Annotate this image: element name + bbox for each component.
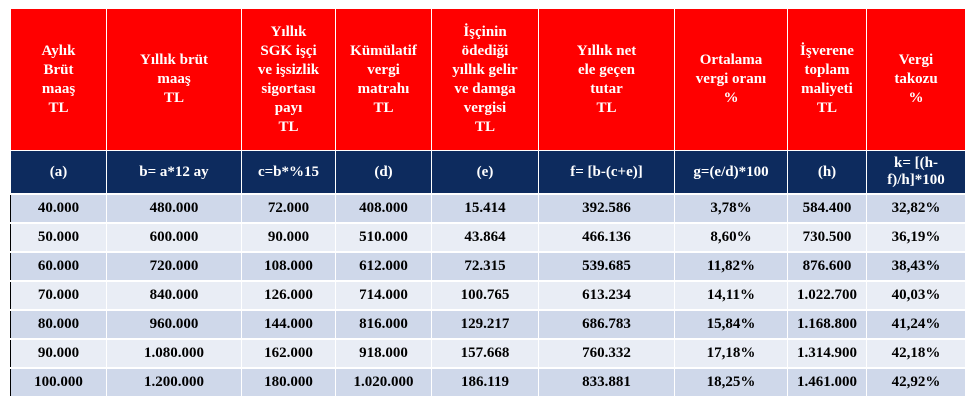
table-row <box>11 252 966 281</box>
table-cell: 18,25% <box>675 368 788 397</box>
formula-cell: (e) <box>432 151 539 195</box>
table-cell: 1.200.000 <box>107 368 242 397</box>
table-row <box>11 281 966 310</box>
table-cell: 36,19% <box>867 223 966 252</box>
table-cell: 408.000 <box>336 194 432 223</box>
header-average-tax-rate <box>675 9 788 151</box>
formula-cell: k= [(h-f)/h]*100 <box>867 151 966 195</box>
table-row <box>11 368 966 397</box>
header-row <box>11 9 966 151</box>
header-label: Yıllık net ele geçen tutar TL <box>576 42 637 116</box>
header-tax-wedge <box>867 9 966 151</box>
table-cell: 1.314.900 <box>788 339 867 368</box>
table-cell: 129.217 <box>432 310 539 339</box>
table-cell: 41,24% <box>867 310 966 339</box>
table-cell: 612.000 <box>336 252 432 281</box>
table-cell: 90.000 <box>11 339 107 368</box>
table-cell: 3,78% <box>675 194 788 223</box>
table-cell: 1.168.800 <box>788 310 867 339</box>
table-cell: 100.765 <box>432 281 539 310</box>
table-row <box>11 339 966 368</box>
table-cell: 108.000 <box>242 252 336 281</box>
table-cell: 1.461.000 <box>788 368 867 397</box>
formula-cell: (d) <box>336 151 432 195</box>
table-cell: 466.136 <box>539 223 675 252</box>
table-cell: 686.783 <box>539 310 675 339</box>
table-cell: 90.000 <box>242 223 336 252</box>
table-cell: 760.332 <box>539 339 675 368</box>
header-label: Yıllık brüt maaş TL <box>140 52 208 106</box>
table-cell: 833.881 <box>539 368 675 397</box>
table-cell: 14,11% <box>675 281 788 310</box>
table-cell: 38,43% <box>867 252 966 281</box>
table-cell: 1.020.000 <box>336 368 432 397</box>
table-cell: 11,82% <box>675 252 788 281</box>
table-cell: 730.500 <box>788 223 867 252</box>
header-annual-gross <box>107 9 242 151</box>
table-cell: 1.022.700 <box>788 281 867 310</box>
header-label: Yıllık SGK işçi ve işsizlik sigortası payı TL <box>257 23 320 135</box>
table-cell: 539.685 <box>539 252 675 281</box>
table-body <box>11 194 966 397</box>
table-row <box>11 223 966 252</box>
table-cell: 1.080.000 <box>107 339 242 368</box>
table-cell: 15.414 <box>432 194 539 223</box>
formula-row <box>11 151 966 195</box>
table-cell: 50.000 <box>11 223 107 252</box>
table-cell: 714.000 <box>336 281 432 310</box>
table-cell: 17,18% <box>675 339 788 368</box>
header-monthly-gross <box>11 9 107 151</box>
table-cell: 8,60% <box>675 223 788 252</box>
table-cell: 70.000 <box>11 281 107 310</box>
table-cell: 100.000 <box>11 368 107 397</box>
table-cell: 15,84% <box>675 310 788 339</box>
header-label: Ortalama vergi oranı % <box>695 52 767 106</box>
table-cell: 600.000 <box>107 223 242 252</box>
table-cell: 840.000 <box>107 281 242 310</box>
table-cell: 32,82% <box>867 194 966 223</box>
table-cell: 480.000 <box>107 194 242 223</box>
table-cell: 816.000 <box>336 310 432 339</box>
header-cumulative-base <box>336 9 432 151</box>
table-cell: 180.000 <box>242 368 336 397</box>
header-annual-net <box>539 9 675 151</box>
table-cell: 43.864 <box>432 223 539 252</box>
table-cell: 613.234 <box>539 281 675 310</box>
table-cell: 960.000 <box>107 310 242 339</box>
table-cell: 162.000 <box>242 339 336 368</box>
table-cell: 126.000 <box>242 281 336 310</box>
formula-cell: b= a*12 ay <box>107 151 242 195</box>
table-cell: 42,92% <box>867 368 966 397</box>
table-row <box>11 310 966 339</box>
formula-cell: g=(e/d)*100 <box>675 151 788 195</box>
table-cell: 918.000 <box>336 339 432 368</box>
table-cell: 157.668 <box>432 339 539 368</box>
table-cell: 186.119 <box>432 368 539 397</box>
formula-cell: (a) <box>11 151 107 195</box>
table-cell: 40.000 <box>11 194 107 223</box>
table-cell: 584.400 <box>788 194 867 223</box>
table-cell: 144.000 <box>242 310 336 339</box>
formula-cell: (h) <box>788 151 867 195</box>
header-label: Kümülatif vergi matrahı TL <box>350 42 417 116</box>
header-label: İşverene toplam maliyeti TL <box>800 42 854 116</box>
table-cell: 876.600 <box>788 252 867 281</box>
table-cell: 42,18% <box>867 339 966 368</box>
table-cell: 510.000 <box>336 223 432 252</box>
table-cell: 80.000 <box>11 310 107 339</box>
header-label: Vergi takozu % <box>894 52 938 106</box>
formula-cell: f= [b-(c+e)] <box>539 151 675 195</box>
header-sgk-share <box>242 9 336 151</box>
table-cell: 72.315 <box>432 252 539 281</box>
header-income-stamp-tax <box>432 9 539 151</box>
table-cell: 40,03% <box>867 281 966 310</box>
table-row <box>11 194 966 223</box>
header-label: İşçinin ödediği yıllık gelir ve damga vergisi TL <box>452 23 518 135</box>
formula-cell: c=b*%15 <box>242 151 336 195</box>
header-employer-cost <box>788 9 867 151</box>
table-cell: 72.000 <box>242 194 336 223</box>
table-cell: 392.586 <box>539 194 675 223</box>
header-label: Aylık Brüt maaş TL <box>41 42 76 116</box>
table-cell: 720.000 <box>107 252 242 281</box>
tax-wedge-table <box>10 8 966 397</box>
table-cell: 60.000 <box>11 252 107 281</box>
